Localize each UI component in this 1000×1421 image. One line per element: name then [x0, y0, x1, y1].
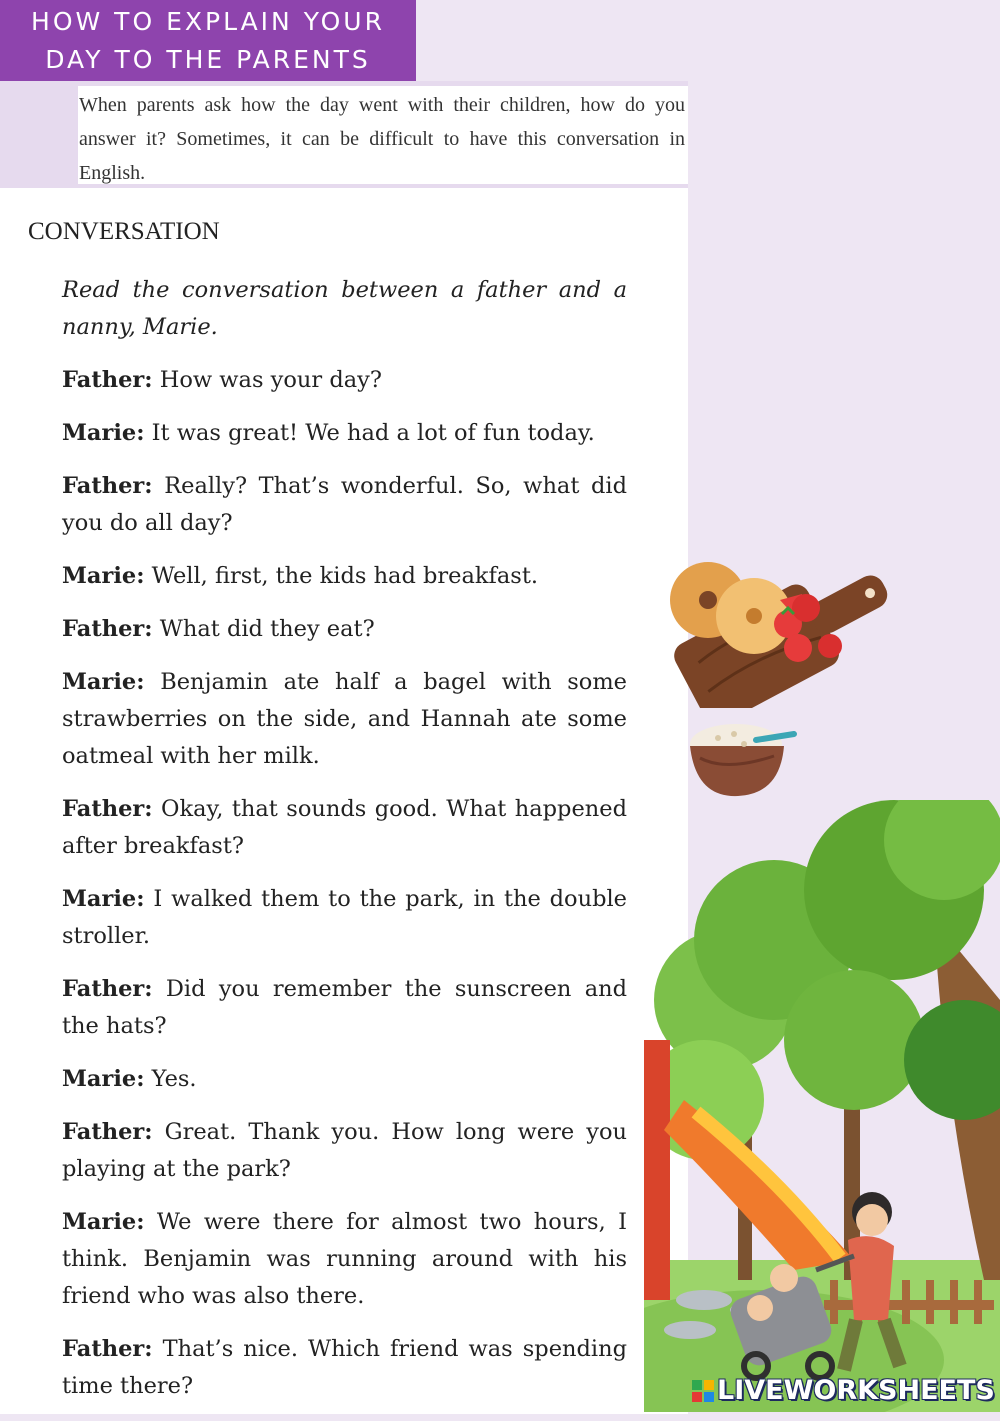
line-text: It was great! We had a lot of fun today. — [151, 420, 595, 446]
dialogue-line — [62, 1061, 627, 1098]
line-text: I walked them to the park, in the double stroller. — [62, 886, 627, 949]
conversation — [62, 272, 627, 1421]
dialogue-list — [62, 362, 627, 1405]
brand-watermark — [692, 1375, 995, 1406]
title-line-2: DAY TO THE PARENTS — [45, 45, 371, 74]
dialogue-line — [62, 664, 627, 775]
liveworksheets-logo-icon — [692, 1380, 714, 1402]
speaker-name: Father: — [62, 367, 153, 393]
speaker-name: Father: — [62, 473, 153, 499]
line-text: Benjamin ate half a bagel with some strawberries on the side, and Hannah ate some oatmeal with her milk. — [62, 669, 627, 769]
section-heading: CONVERSATION — [28, 218, 220, 245]
speaker-name: Marie: — [62, 886, 145, 912]
intro-text: When parents ask how the day went with their children, how do you answer it? Sometimes, it can be difficult to have this conversation in English. — [78, 86, 688, 184]
line-text: Great. Thank you. How long were you playing at the park? — [62, 1119, 627, 1182]
instruction: Read the conversation between a father and a nanny, Marie. — [62, 277, 627, 340]
dialogue-line — [62, 1114, 627, 1188]
speaker-name: Father: — [62, 796, 153, 822]
speaker-name: Marie: — [62, 669, 145, 695]
dialogue-line — [62, 611, 627, 648]
speaker-name: Marie: — [62, 1066, 145, 1092]
speaker-name: Father: — [62, 976, 153, 1002]
line-text: We were there for almost two hours, I think. Benjamin was running around with his friend who was also there. — [62, 1209, 627, 1309]
oatmeal-bowl-icon — [686, 716, 800, 800]
line-text: Yes. — [151, 1066, 197, 1092]
brand-name: LIVEWORKSHEETS — [717, 1375, 995, 1406]
dialogue-line — [62, 415, 627, 452]
bagel-board-icon — [660, 540, 900, 708]
line-text: That’s nice. Which friend was spending time there? — [62, 1336, 627, 1399]
dialogue-line — [62, 1331, 627, 1405]
line-text: What did they eat? — [159, 616, 375, 642]
speaker-name: Father: — [62, 1119, 153, 1145]
dialogue-line — [62, 791, 627, 865]
line-text: Okay, that sounds good. What happened after breakfast? — [62, 796, 627, 859]
speaker-name: Father: — [62, 616, 153, 642]
speaker-name: Marie: — [62, 563, 145, 589]
line-text: Did you remember the sunscreen and the hats? — [62, 976, 628, 1039]
speaker-name: Marie: — [62, 420, 145, 446]
dialogue-line — [62, 971, 627, 1045]
speaker-name: Father: — [62, 1336, 153, 1362]
dialogue-line — [62, 362, 627, 399]
park-scene-illustration — [644, 800, 1000, 1412]
dialogue-line — [62, 881, 627, 955]
worksheet-title — [0, 0, 416, 81]
line-text: How was your day? — [159, 367, 382, 393]
dialogue-line — [62, 1204, 627, 1315]
title-line-1: HOW TO EXPLAIN YOUR — [31, 7, 385, 36]
line-text: Really? That’s wonderful. So, what did you do all day? — [62, 473, 627, 536]
speaker-name: Marie: — [62, 1209, 145, 1235]
line-text: Well, first, the kids had breakfast. — [151, 563, 539, 589]
dialogue-line — [62, 558, 627, 595]
dialogue-line — [62, 468, 627, 542]
